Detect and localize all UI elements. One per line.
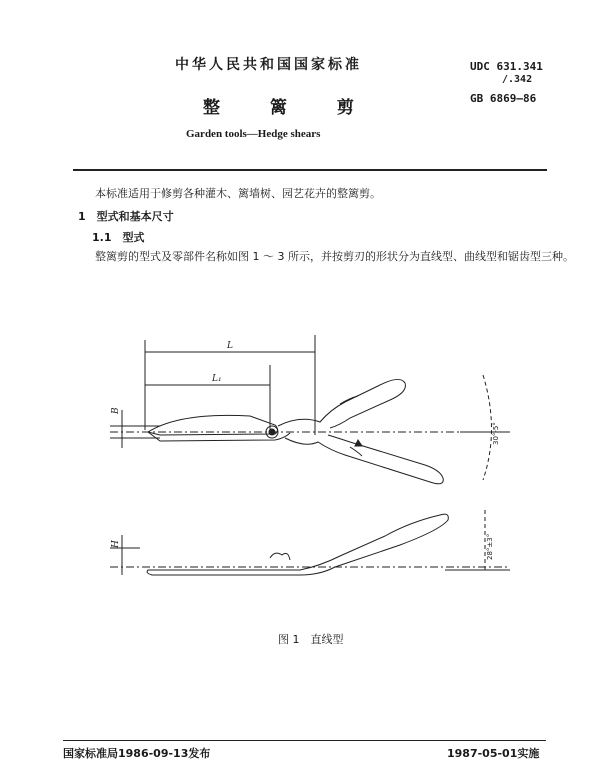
angle-label: 30°-5° [492,422,500,445]
angle-arc [483,375,492,480]
section-heading-1: 1 型式和基本尺寸 [78,210,174,223]
lower-handle [285,435,443,484]
lower-handle-collar [350,447,362,456]
udc-code: UDC 631.341 [470,60,543,73]
intro-paragraph: 本标准适用于修剪各种灌木、篱墙树、园艺花卉的整篱剪。 [95,187,381,200]
dim-B-label: B [111,407,121,414]
figure-caption: 图 1 直线型 [278,633,344,646]
dim-H-label: H [111,540,121,548]
footer-divider [63,740,546,741]
arrow-mark [355,440,362,446]
header-divider [73,169,547,171]
title-english: Garden tools—Hedge shears [186,128,321,140]
figure-straight-type [100,330,520,604]
dim-L-label: L [227,341,233,351]
issue-date: 国家标准局1986-09-13发布 [63,747,211,760]
section-heading-1-1: 1.1 型式 [92,231,145,244]
upper-handle [278,379,405,428]
angle-label-side: 28°±3° [486,533,494,560]
type-paragraph: 整篱剪的型式及零部件名称如图 1 ～ 3 所示，并按剪刃的形状分为直线型、曲线型和锯齿型三种。 [95,250,574,263]
dim-L1-label: L₁ [212,374,222,384]
effective-date: 1987-05-01实施 [447,747,540,760]
udc-subcode: /.342 [502,74,533,85]
gb-number: GB 6869—86 [470,92,537,105]
side-view-bolt [270,553,290,560]
side-view-shears [147,514,448,575]
hedge-shears-drawing [100,330,520,600]
standard-name: 中华人民共和国国家标准 [175,57,362,73]
title-chinese: 整 篱 剪 [203,98,376,118]
